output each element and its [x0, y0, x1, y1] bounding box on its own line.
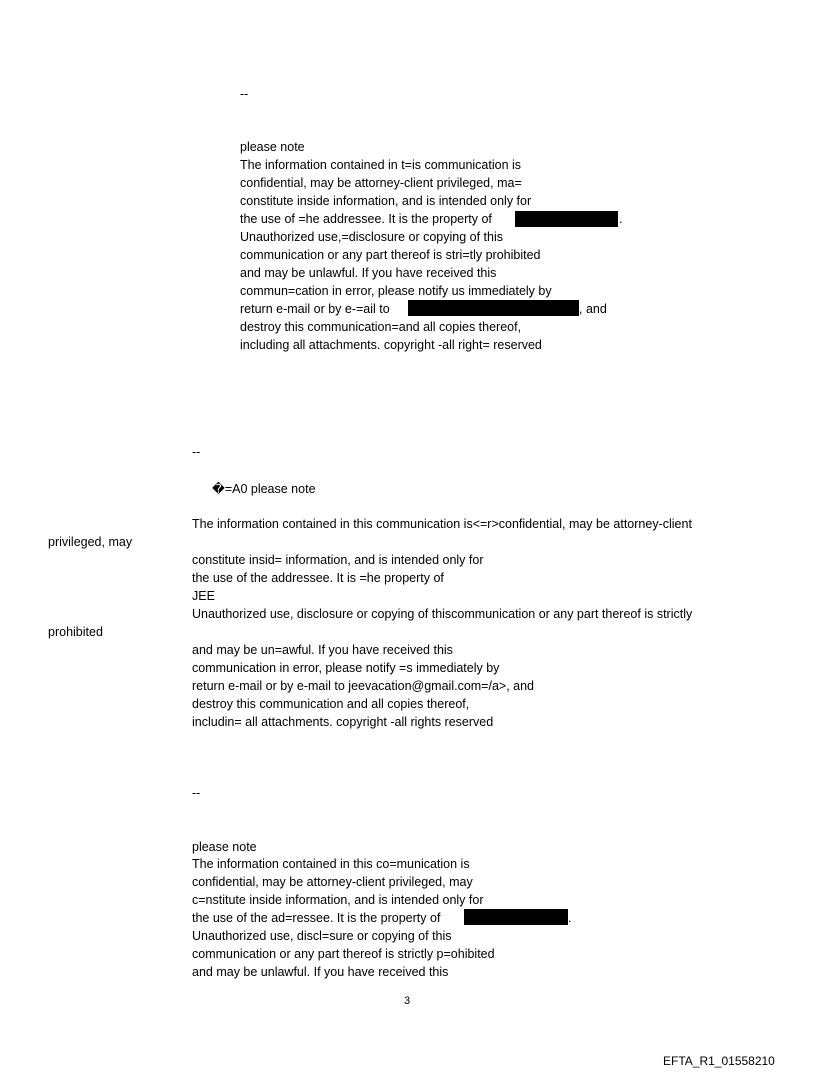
- notice-line: constitute insid= information, and is intended only for: [192, 553, 484, 567]
- notice-line: The information contained in t=is communication is: [240, 158, 522, 172]
- notice-heading: please note: [240, 140, 305, 154]
- notice-line: and may be unlawful. If you have received this: [240, 266, 497, 280]
- notice-line: destroy this communication and all copies thereof,: [192, 697, 470, 711]
- notice-line: communication or any part thereof is strictly p=ohibited: [192, 947, 495, 961]
- redaction-box: [464, 909, 568, 925]
- notice-line: Unauthorized use, disclosure or copying of thiscommunication or any part thereof is strictly: [192, 607, 693, 621]
- notice-line: including all attachments. copyright -all right= reserved: [240, 338, 542, 352]
- notice-line-wrap: privileged, may: [48, 535, 133, 549]
- notice-line: includin= all attachments. copyright -all rights reserved: [192, 715, 494, 729]
- notice-line: the use of the addressee. It is =he property of: [192, 571, 444, 585]
- notice-line: c=nstitute inside information, and is intended only for: [192, 893, 484, 907]
- notice-line: communication or any part thereof is stri=tly prohibited: [240, 248, 541, 262]
- notice-heading: please note: [192, 840, 257, 854]
- notice-line: The information contained in this communication is<=r>confidential, may be attorney-client: [192, 517, 692, 531]
- notice-line: The information contained in this co=munication is: [192, 857, 470, 871]
- notice-line: communication in error, please notify =s immediately by: [192, 661, 500, 675]
- notice-line-wrap: prohibited: [48, 625, 103, 639]
- notice-line: Unauthorized use, discl=sure or copying of this: [192, 929, 452, 943]
- notice-line: return e-mail or by e-=ail to: [240, 302, 390, 316]
- page-number: 3: [404, 995, 411, 1007]
- notice-line: confidential, may be attorney-client privileged, ma=: [240, 176, 522, 190]
- separator: --: [240, 87, 249, 101]
- notice-line: JEE: [192, 589, 215, 603]
- redaction-box: [408, 300, 579, 316]
- notice-line: Unauthorized use,=disclosure or copying of this: [240, 230, 503, 244]
- separator: --: [192, 786, 201, 800]
- separator: --: [192, 445, 201, 459]
- notice-line: the use of =he addressee. It is the property of: [240, 212, 492, 226]
- notice-line-end: , and: [579, 302, 607, 316]
- notice-line: confidential, may be attorney-client privileged, may: [192, 875, 473, 889]
- notice-line: and may be un=awful. If you have received this: [192, 643, 453, 657]
- notice-heading: �=A0 please note: [212, 482, 316, 496]
- notice-line-end: .: [568, 911, 572, 925]
- notice-line: commun=cation in error, please notify us immediately by: [240, 284, 552, 298]
- notice-line: return e-mail or by e-mail to jeevacation@gmail.com=/a>, and: [192, 679, 535, 693]
- document-id: EFTA_R1_01558210: [663, 1054, 775, 1068]
- notice-line: the use of the ad=ressee. It is the property of: [192, 911, 441, 925]
- notice-line: and may be unlawful. If you have received this: [192, 965, 449, 979]
- notice-line-end: .: [619, 212, 623, 226]
- redaction-box: [515, 211, 618, 227]
- notice-line: constitute inside information, and is intended only for: [240, 194, 532, 208]
- notice-line: destroy this communication=and all copies thereof,: [240, 320, 522, 334]
